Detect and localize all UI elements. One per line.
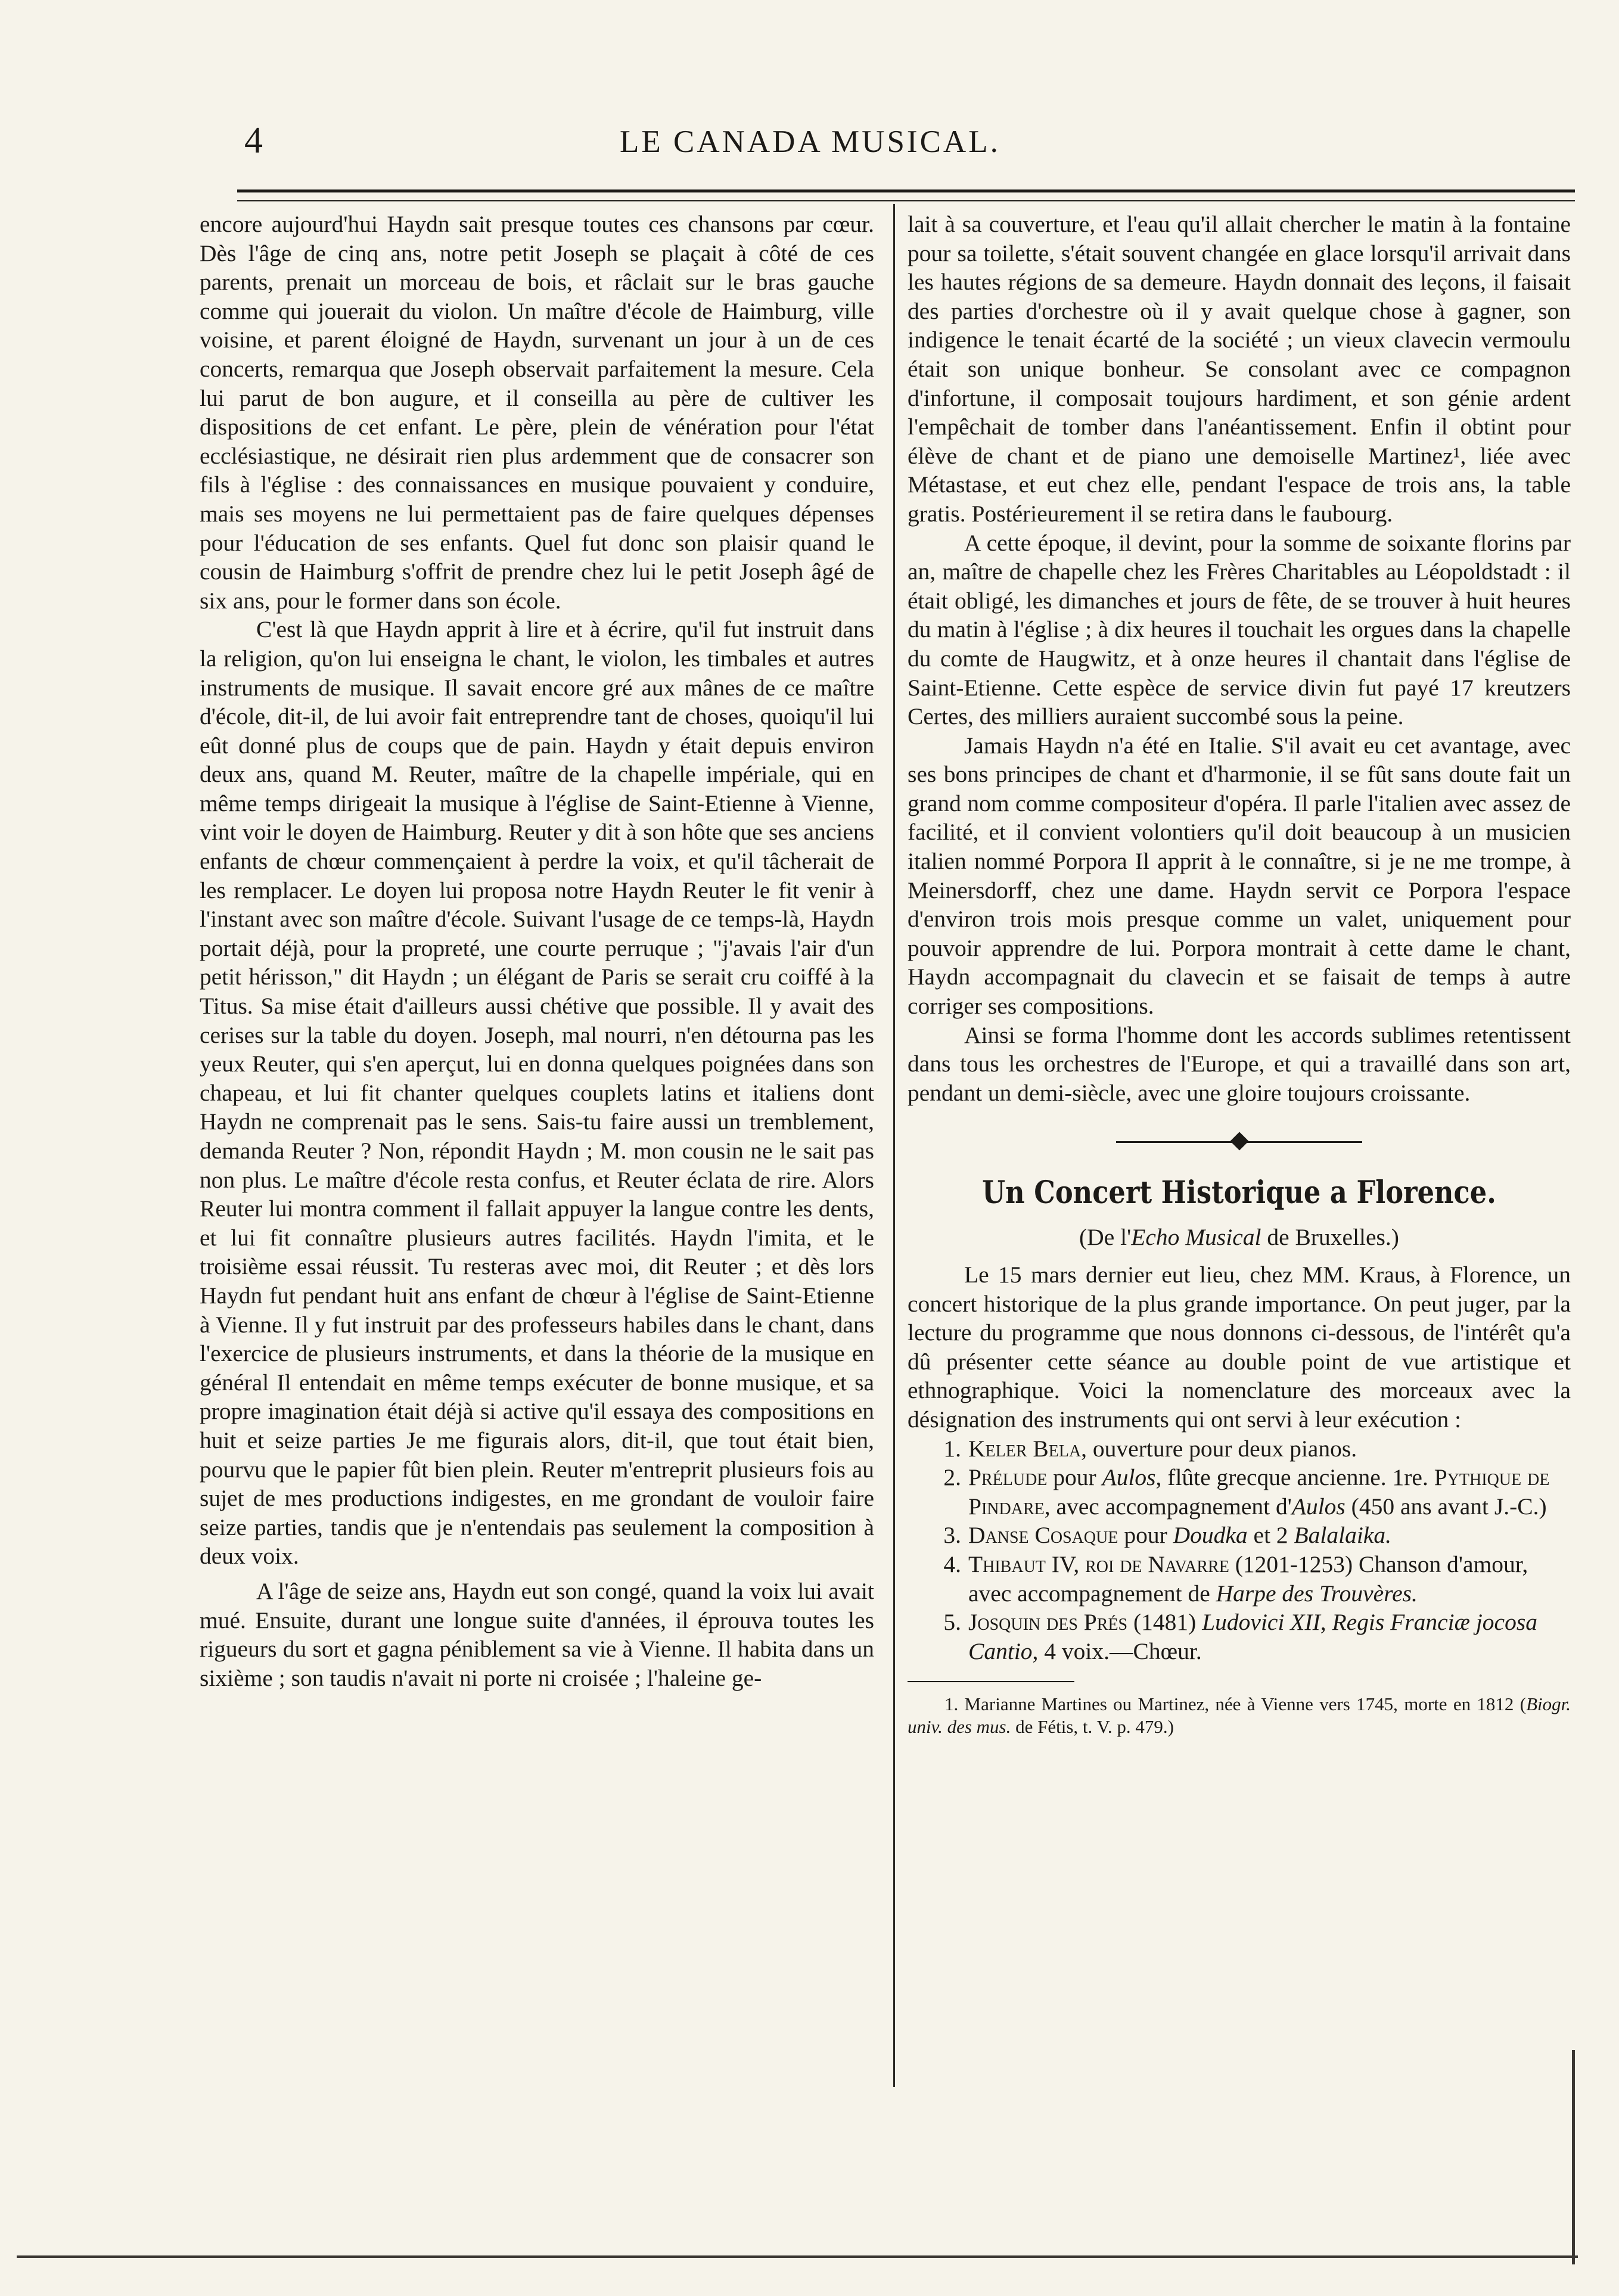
item-text: pour [1118,1522,1173,1549]
header-rule-thick [237,189,1575,192]
paragraph: encore aujourd'hui Haydn sait presque toutes ces chansons par cœur. Dès l'âge de cinq ans, notre petit Joseph se plaçait à côté de ces parents, prenait un morceau de bois, et râclait sur le bras gauche comme qui jouerait du violon. Un maître d'école de Haimburg, ville voisine, et parent éloigné de Haydn, survenant un jour à un de ces concerts, remarqua que Joseph observait parfaitement la mesure. Cela lui parut de bon augure, et il conseilla au père de cultiver les dispositions de cet enfant. Le père, plein de vénération pour l'état ecclésiastique, ne désirait rien plus ardemment que de consacrer son fils à l'église : des connaissances en musique pouvaient y conduire, mais ses moyens ne lui permettaient pas de faire quelques dépenses pour l'éducation de ses enfants. Quel fut donc son plaisir quand le cousin de Haimburg s'offrit de prendre chez lui le petit Joseph âgé de six ans, pour le former dans son école. [200,211,874,614]
article-source [908,1223,1571,1252]
item-work: Ludovici XII, Regis Franciæ jocosa Cantio [968,1609,1537,1664]
footnote-citation: Biogr. univ. des mus. [908,1694,1571,1738]
program-item [943,1463,1571,1521]
item-instrument: Doudka [1173,1522,1248,1549]
item-text: pour [1047,1464,1102,1491]
paragraph: lait à sa couverture, et l'eau qu'il allait chercher le matin à la fontaine pour sa toilette, s'était souvent changée en glace lorsqu'il arrivait dans les hautes régions de sa demeure. Haydn donnait des leçons, il faisait des parties d'orchestre où il y avait quelque chose à gagner, son indigence le tenait écarté de la société ; un vieux clavecin vermoulu était son unique bonheur. Se consolant avec ce compagnon d'infortune, il composait toujours hardiment, et son génie ardent l'empêchait de tomber dans l'anéantissement. Enfin il obtint pour élève de chant et de piano une demoiselle Martinez¹, liée avec Métastase, et eut chez elle, pendant l'espace de trois ans, la table gratis. Postérieurement il se retira dans le faubourg. [908,211,1571,527]
footnote-text: Marianne Martines ou Martinez, née à Vienne vers 1745, morte en 1812 ( [958,1694,1527,1715]
item-text: , 4 voix.—Chœur. [1032,1638,1202,1664]
source-publication: Echo Musical [1131,1224,1261,1251]
item-instrument: Balalaika. [1294,1522,1392,1549]
footnote-text: de Fétis, t. V. p. 479.) [1011,1716,1174,1738]
column-divider [893,204,895,2087]
item-title: Keler Bela [968,1435,1082,1462]
ornament-diamond [1230,1132,1248,1151]
item-title: Pythique de Pindare [968,1464,1550,1520]
item-instrument: Aulos [1102,1464,1156,1491]
program-item [943,1434,1571,1464]
item-text: (1201-1253) Chanson d'amour, avec accompagnement de [968,1551,1528,1607]
item-number: 2. [943,1464,961,1491]
header-rule-thin [237,200,1575,201]
concert-program [908,1434,1571,1666]
page-number: 4 [244,120,263,161]
page-right-edge [1572,2050,1575,2264]
paragraph: A l'âge de seize ans, Haydn eut son congé, quand la voix lui avait mué. Ensuite, durant une longue suite d'années, il éprouva toutes les rigueurs du sort et gagna péniblement sa vie à Vienne. Il habita dans un sixième ; son taudis n'avait ni porte ni croisée ; l'haleine ge- [200,1577,874,1691]
item-number: 5. [943,1609,961,1636]
source-suffix: de Bruxelles.) [1261,1224,1399,1251]
item-number: 4. [943,1551,961,1577]
item-title: Thibaut IV, roi de Navarre [968,1551,1229,1577]
item-instrument: Aulos [1291,1493,1345,1520]
item-title: Danse Cosaque [968,1522,1118,1549]
right-column [908,210,1571,1738]
article-intro: Le 15 mars dernier eut lieu, chez MM. Kraus, à Florence, un concert historique de la plus grande importance. On peut juger, par la lecture du programme que nous donnons ci-dessous, de l'intérêt qu'a dû présenter cette séance au double point de vue artistique et ethnographique. Voici la nomenclature des morceaux avec la désignation des instruments qui ont servi à leur exécution : [908,1262,1571,1433]
item-text: , avec accompagnement d' [1044,1493,1292,1520]
paragraph: C'est là que Haydn apprit à lire et à écrire, qu'il fut instruit dans la religion, qu'on lui enseigna le chant, le violon, les timbales et autres instruments de musique. Il savait encore gré aux mânes de ce maître d'école, dit-il, de lui avoir fait entreprendre tant de choses, quoiqu'il lui eût donné plus de coups que de pain. Haydn y était depuis environ deux ans, quand M. Reuter, maître de la chapelle impériale, qui en même temps dirigeait la musique à l'église de Saint-Etienne à Vienne, vint voir le doyen de Haimburg. Reuter y dit à son hôte que ses anciens enfants de chœur commençaient à perdre la voix, et qu'il tâcherait de les remplacer. Le doyen lui proposa notre Haydn Reuter le fit venir à l'instant avec son maître d'école. Suivant l'usage de ce temps-là, Haydn portait déjà, pour la propreté, une courte perruque ; "j'avais l'air d'un petit hérisson," dit Haydn ; un élégant de Paris se serait cru coiffé à la Titus. Sa mise était d'ailleurs aussi chétive que possible. Il y avait des cerises sur la table du doyen. Joseph, mal nourri, n'en détourna pas les yeux Reuter, qui s'en aperçut, lui en donna quelques poignées dans son chapeau, et lui fit chanter quelques couplets latins et italiens dont Haydn ne comprenait pas le sens. Sais-tu faire aussi un tremblement, demanda Reuter ? Non, répondit Haydn ; M. mon cousin ne le sait pas non plus. Le maître d'école resta confus, et Reuter éclata de rire. Alors Reuter lui montra comment il fallait appuyer la langue contre les dents, et lui fit connaître plusieurs autres facilités. Haydn l'imita, et le troisième essai réussit. Tu resteras avec moi, dit Reuter ; et dès lors Haydn fut pendant huit ans enfant de chœur à l'église de Saint-Etienne à Vienne. Il y fut instruit par des professeurs habiles dans le chant, dans l'exercice de plusieurs instruments, et dans la théorie de la musique en général Il entendait en même temps exécuter de bonne musique, et sa propre imagination était déjà si active qu'il essaya des compositions en huit et seize parties Je me figurais alors, dit-il, que tout était bien, pourvu que le papier fût bien plein. Reuter m'entreprit plusieurs fois au sujet de mes productions indigestes, en me grondant de vouloir faire seize parties, tandis que je n'entendais pas seulement la composition à deux voix. [200,616,874,1570]
program-item [943,1550,1571,1608]
program-item [943,1521,1571,1550]
item-text: (1481) [1127,1609,1202,1636]
footnote-number: 1. [944,1694,959,1715]
item-text: (450 ans avant J.-C.) [1345,1493,1547,1520]
item-number: 3. [943,1522,961,1549]
item-text: , flûte grecque ancienne. 1re. [1155,1464,1434,1491]
paragraph: A cette époque, il devint, pour la somme de soixante florins par an, maître de chapelle chez les Frères Charitables au Léopoldstadt : il était obligé, les dimanches et jours de fête, de se trouver à huit heures du matin à l'église ; à dix heures il touchait les orgues dans la chapelle du comte de Haugwitz, et à onze heures il chantait dans l'église de Saint-Etienne. Cette espèce de service divin fut payé 17 kreutzers Certes, des milliers auraient succombé sous la peine. [908,529,1571,730]
paragraph: Jamais Haydn n'a été en Italie. S'il avait eu cet avantage, avec ses bons principes de chant et d'harmonie, il se fût sans doute fait un grand nom comme compositeur d'opéra. Il parle l'italien avec assez de facilité, et il convient volontiers qu'il doit beaucoup à un musicien italien nommé Porpora Il apprit à le connaître, si je ne me trompe, à Meinersdorff, chez une dame. Haydn servit ce Porpora l'espace d'environ trois mois presque comme un valet, uniquement pour pouvoir apprendre de lui. Porpora montrait à cette dame le chant, Haydn accompagnait du clavecin et se faisait de temps à autre corriger ses compositions. [908,732,1571,1020]
item-title: Prélude [968,1464,1048,1491]
left-column [200,210,874,1692]
item-text: et 2 [1247,1522,1294,1549]
footnote [908,1693,1571,1738]
page-bottom-border [17,2255,1578,2258]
footnote-rule [908,1681,1074,1682]
program-item [943,1608,1571,1666]
article-title: Un Concert Historique a Florence. [982,1175,1496,1211]
source-prefix: (De l' [1079,1224,1132,1251]
item-text: , ouverture pour deux pianos. [1081,1435,1357,1462]
item-title: Josquin des Prés [968,1609,1128,1636]
item-instrument: Harpe des Trouvères. [1216,1580,1418,1607]
running-title: LE CANADA MUSICAL. [620,125,1000,159]
item-number: 1. [943,1435,961,1462]
section-ornament [908,1130,1571,1154]
paragraph: Ainsi se forma l'homme dont les accords sublimes retentissent dans tous les orchestres de l'Europe, et qui a travaillé dans son art, pendant un demi-siècle, avec une gloire toujours croissante. [908,1021,1571,1106]
